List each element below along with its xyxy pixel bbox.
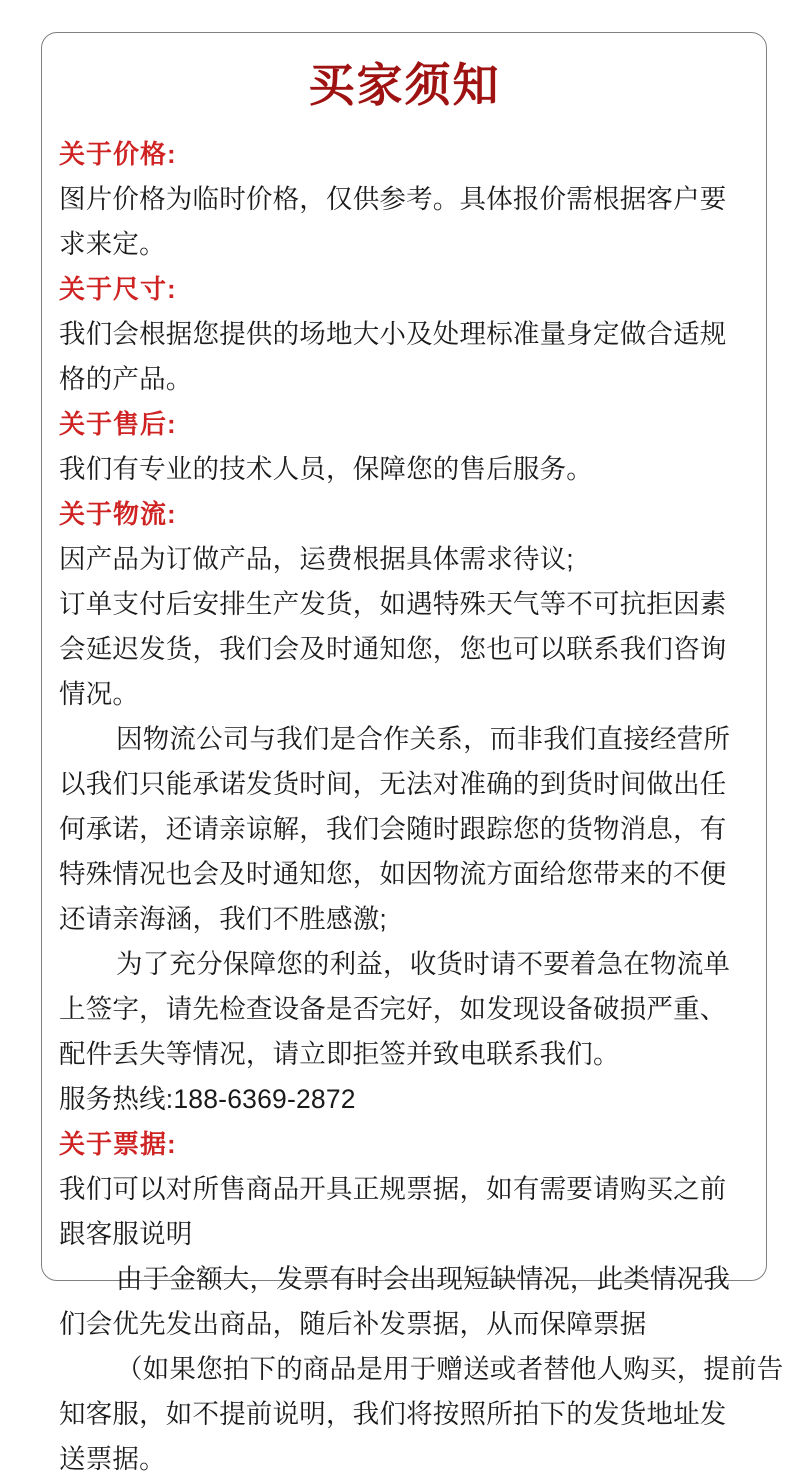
notice-text-line: 知客服，如不提前说明，我们将按照所拍下的发货地址发 <box>59 1399 727 1429</box>
notice-text-line: 以我们只能承诺发货时间，无法对准确的到货时间做出任 <box>59 769 727 799</box>
notice-text-line: 因产品为订做产品，运费根据具体需求待议; <box>59 544 574 574</box>
notice-text-line: 格的产品。 <box>59 364 193 394</box>
notice-section <box>59 402 750 492</box>
notice-sections <box>59 132 784 1482</box>
notice-text-line: 我们有专业的技术人员，保障您的售后服务。 <box>59 454 593 484</box>
notice-text-line: 我们会根据您提供的场地大小及处理标准量身定做合适规 <box>59 319 727 349</box>
buyer-notice-card <box>41 32 784 1474</box>
notice-text-line: 送票据。 <box>59 1444 166 1474</box>
section-heading: 关于票据: <box>59 1129 177 1159</box>
notice-text-line: 会延迟发货，我们会及时通知您，您也可以联系我们咨询 <box>59 634 727 664</box>
notice-text-line: 配件丢失等情况，请立即拒签并致电联系我们。 <box>59 1039 620 1069</box>
page-title: 买家须知 <box>308 59 501 111</box>
notice-text-line: 们会优先发出商品，随后补发票据，从而保障票据 <box>59 1309 647 1339</box>
section-heading: 关于售后: <box>59 409 177 439</box>
notice-section <box>59 1122 784 1482</box>
notice-text-line: 订单支付后安排生产发货，如遇特殊天气等不可抗拒因素 <box>59 589 727 619</box>
notice-text-line: 服务热线:188-6369-2872 <box>59 1084 356 1114</box>
notice-text-line: （如果您拍下的商品是用于赠送或者替他人购买，提前告 <box>116 1354 784 1384</box>
notice-section <box>59 492 750 1122</box>
notice-section <box>59 132 750 267</box>
notice-text-line: 由于金额大，发票有时会出现短缺情况，此类情况我 <box>116 1264 731 1294</box>
notice-text-line: 何承诺，还请亲谅解，我们会随时跟踪您的货物消息，有 <box>59 814 727 844</box>
section-heading: 关于尺寸: <box>59 274 177 304</box>
section-heading: 关于价格: <box>59 139 177 169</box>
section-heading: 关于物流: <box>59 499 177 529</box>
notice-section <box>59 267 750 402</box>
notice-text-line: 为了充分保障您的利益，收货时请不要着急在物流单 <box>116 949 731 979</box>
notice-text-line: 还请亲海涵，我们不胜感激; <box>59 904 387 934</box>
notice-text-line: 跟客服说明 <box>59 1219 193 1249</box>
notice-text-line: 因物流公司与我们是合作关系，而非我们直接经营所 <box>116 724 731 754</box>
notice-text-line: 上签字，请先检查设备是否完好，如发现设备破损严重、 <box>59 994 727 1024</box>
notice-text-line: 求来定。 <box>59 229 166 259</box>
notice-card-content <box>42 59 784 1482</box>
notice-text-line: 特殊情况也会及时通知您，如因物流方面给您带来的不便 <box>59 859 727 889</box>
notice-text-line: 情况。 <box>59 679 140 709</box>
notice-text-line: 我们可以对所售商品开具正规票据，如有需要请购买之前 <box>59 1174 727 1204</box>
notice-text-line: 图片价格为临时价格，仅供参考。具体报价需根据客户要 <box>59 184 727 214</box>
